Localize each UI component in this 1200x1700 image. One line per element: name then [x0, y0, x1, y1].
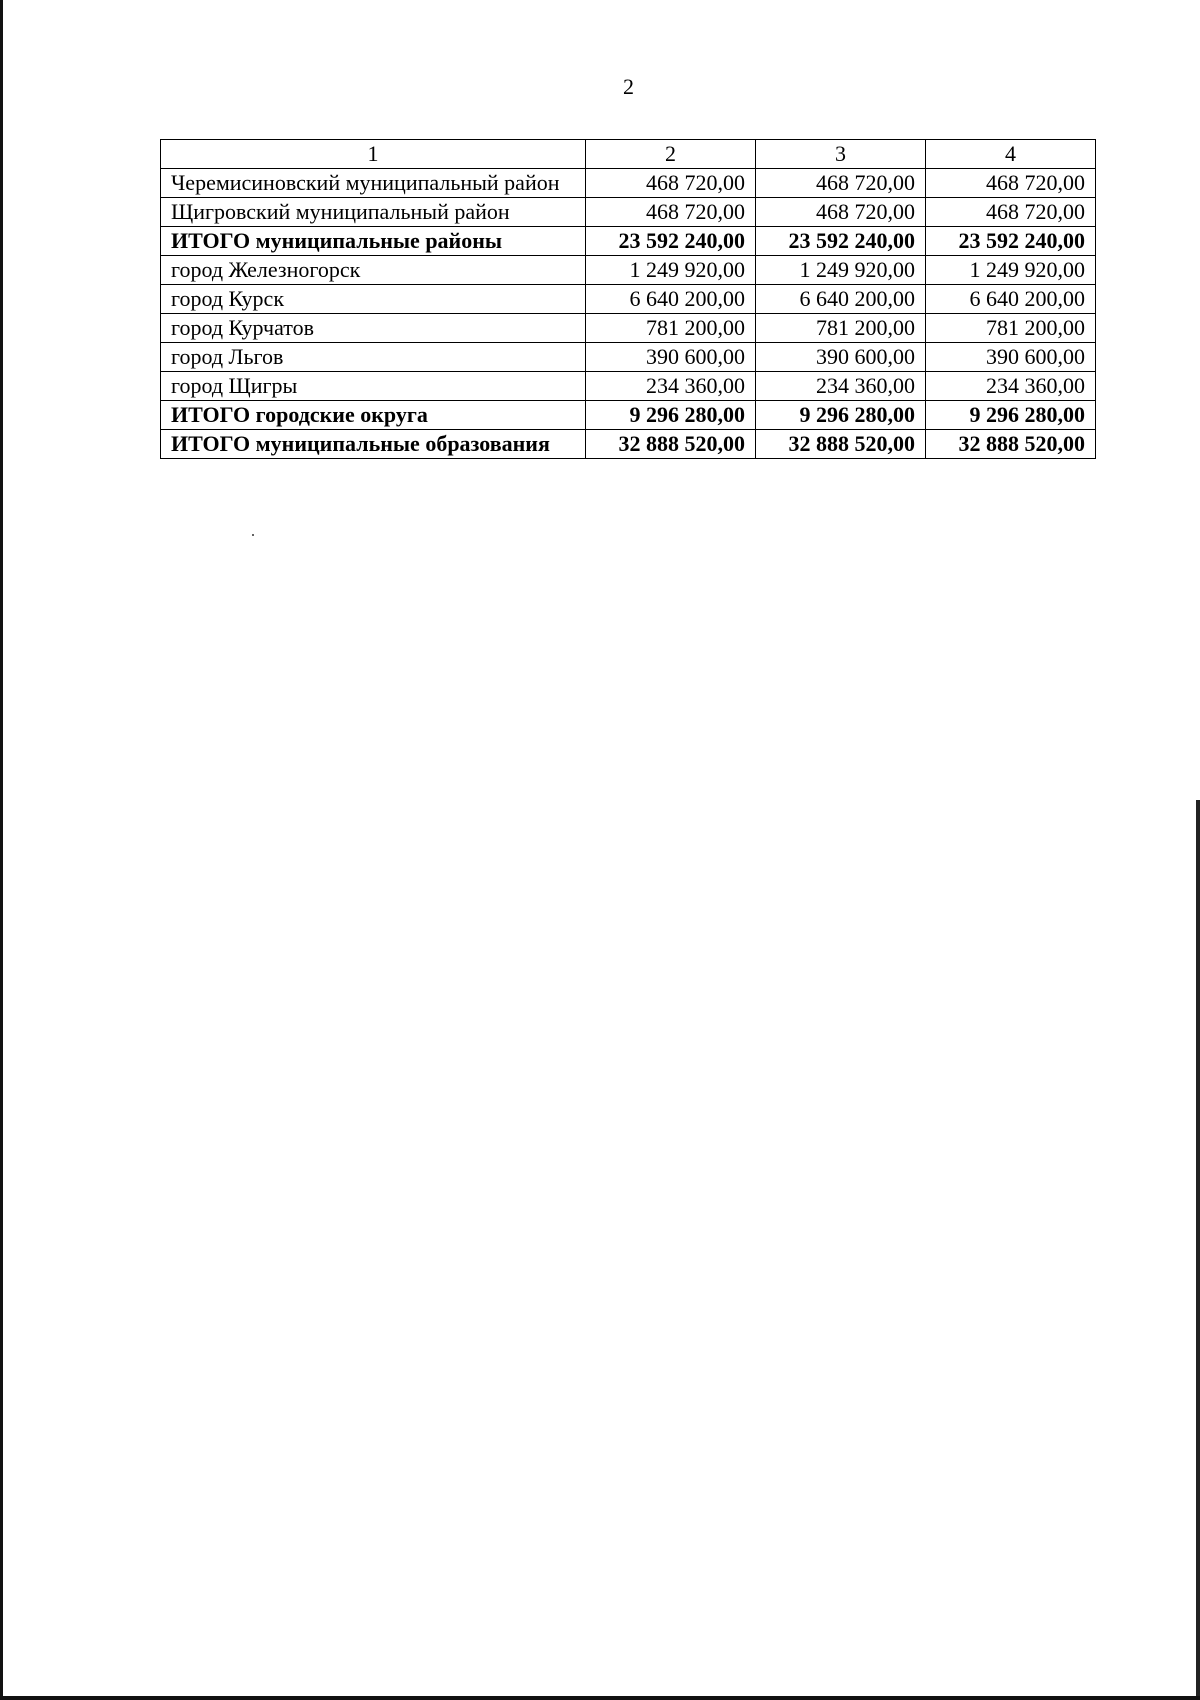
value-cell: 781 200,00: [756, 314, 926, 343]
grand-total-row: [161, 430, 1096, 459]
row-name-cell: город Щигры: [161, 372, 586, 401]
value-cell: 468 720,00: [586, 169, 756, 198]
row-name-cell: город Курск: [161, 285, 586, 314]
value-cell: 32 888 520,00: [586, 430, 756, 459]
scan-edge-right: [1196, 800, 1200, 1700]
table-header: [161, 140, 1096, 169]
column-number-3: 3: [756, 140, 926, 169]
table-body: [161, 169, 1096, 459]
value-cell: 234 360,00: [586, 372, 756, 401]
value-cell: 32 888 520,00: [926, 430, 1096, 459]
value-cell: 6 640 200,00: [586, 285, 756, 314]
subtotal-row: [161, 227, 1096, 256]
value-cell: 9 296 280,00: [756, 401, 926, 430]
value-cell: 23 592 240,00: [756, 227, 926, 256]
budget-table: [160, 139, 1096, 459]
column-number-1: 1: [161, 140, 586, 169]
row-name-cell: ИТОГО муниципальные районы: [161, 227, 586, 256]
value-cell: 468 720,00: [926, 198, 1096, 227]
value-cell: 234 360,00: [926, 372, 1096, 401]
value-cell: 468 720,00: [756, 198, 926, 227]
row-name-cell: город Курчатов: [161, 314, 586, 343]
value-cell: 390 600,00: [926, 343, 1096, 372]
table-row: [161, 285, 1096, 314]
header-row: [161, 140, 1096, 169]
value-cell: 1 249 920,00: [926, 256, 1096, 285]
row-name-cell: ИТОГО муниципальные образования: [161, 430, 586, 459]
row-name-cell: ИТОГО городские округа: [161, 401, 586, 430]
value-cell: 6 640 200,00: [756, 285, 926, 314]
value-cell: 9 296 280,00: [586, 401, 756, 430]
value-cell: 468 720,00: [756, 169, 926, 198]
subtotal-row: [161, 401, 1096, 430]
row-name-cell: Черемисиновский муниципальный район: [161, 169, 586, 198]
scan-speck: [252, 534, 254, 536]
row-name-cell: город Железногорск: [161, 256, 586, 285]
value-cell: 781 200,00: [926, 314, 1096, 343]
value-cell: 468 720,00: [926, 169, 1096, 198]
scan-edge-left: [0, 0, 3, 1700]
column-number-2: 2: [586, 140, 756, 169]
value-cell: 1 249 920,00: [586, 256, 756, 285]
scan-edge-bottom: [0, 1696, 1200, 1700]
value-cell: 781 200,00: [586, 314, 756, 343]
column-number-4: 4: [926, 140, 1096, 169]
value-cell: 6 640 200,00: [926, 285, 1096, 314]
value-cell: 468 720,00: [586, 198, 756, 227]
page-number: 2: [623, 74, 634, 99]
row-name-cell: Щигровский муниципальный район: [161, 198, 586, 227]
value-cell: 234 360,00: [756, 372, 926, 401]
table-row: [161, 343, 1096, 372]
table-row: [161, 372, 1096, 401]
table-row: [161, 169, 1096, 198]
value-cell: 23 592 240,00: [926, 227, 1096, 256]
value-cell: 23 592 240,00: [586, 227, 756, 256]
value-cell: 390 600,00: [586, 343, 756, 372]
value-cell: 390 600,00: [756, 343, 926, 372]
table-row: [161, 256, 1096, 285]
value-cell: 32 888 520,00: [756, 430, 926, 459]
table-row: [161, 314, 1096, 343]
value-cell: 9 296 280,00: [926, 401, 1096, 430]
row-name-cell: город Льгов: [161, 343, 586, 372]
table-row: [161, 198, 1096, 227]
value-cell: 1 249 920,00: [756, 256, 926, 285]
